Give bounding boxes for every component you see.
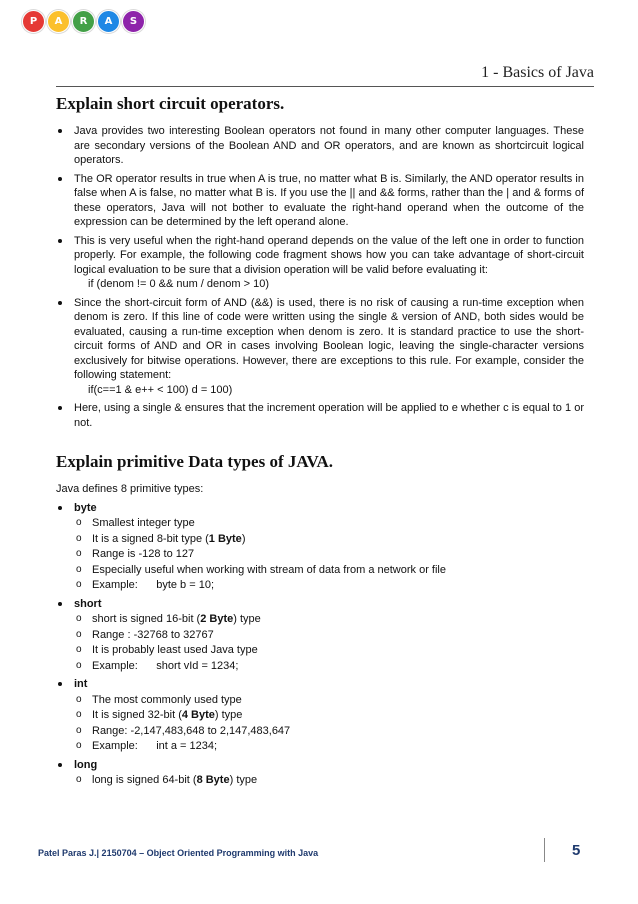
bullet-text: Java provides two interesting Boolean operators not found in many other computer languages. These are secondary versions of the Boolean AND and OR operators, and are known as shortcircuit logical operators. (74, 125, 584, 166)
detail-item (74, 532, 584, 547)
example-code: byte b = 10; (156, 579, 214, 591)
detail-text: ) (241, 532, 246, 545)
type-item-long (56, 758, 584, 788)
type-name: int (74, 678, 88, 690)
footer-author-course: Patel Paras J.| 2150704 – Object Oriented Programming with Java (38, 848, 319, 858)
header-divider (56, 86, 594, 87)
detail-text: Especially useful when working with stream of data from a network or file (92, 563, 446, 576)
bullet-text: Here, using a single & ensures that the increment operation will be applied to e whether c is equal to 1 or not. (74, 402, 584, 429)
section-heading-short-circuit: Explain short circuit operators. (56, 94, 285, 113)
detail-text: It is probably least used Java type (92, 644, 258, 656)
logo-badge: A (97, 10, 120, 33)
bullet-text: Since the short-circuit form of AND (&&) is used, there is no risk of causing a run-time exception when denom is zero. If this line of code were written using the single & version of AND, both sides would be evaluated, causing a run-time exception when denom is zero. It is standard practice to use the short-circuit forms of AND and OR in cases involving Boolean logic, leaving the single-character versions exclusively for bitwise operations. However, there are exceptions to this rule. For example, consider the following statement: (74, 296, 584, 381)
detail-text: long is signed 64-bit ( (92, 774, 197, 786)
detail-item (74, 516, 584, 531)
type-details (74, 516, 584, 593)
byte-size: 2 Byte (200, 613, 234, 625)
detail-text: Range : -32768 to 32767 (92, 628, 214, 641)
bullet-item (56, 124, 584, 168)
detail-text: It is a signed 8-bit type ( (92, 532, 209, 545)
bullet-item (56, 296, 584, 398)
bullet-item (56, 401, 584, 430)
footer-divider (544, 838, 545, 862)
type-details (74, 773, 584, 788)
byte-size: 4 Byte (181, 709, 215, 721)
detail-text: ) type (214, 709, 243, 721)
detail-item (74, 563, 584, 578)
detail-text: ) type (229, 774, 258, 786)
logo-badge: A (47, 10, 70, 33)
detail-item (74, 659, 584, 674)
type-item-int (56, 677, 584, 754)
example-label: Example: (92, 579, 138, 591)
detail-item (74, 628, 584, 643)
detail-text: Range: -2,147,483,648 to 2,147,483,647 (92, 724, 291, 737)
detail-text: Range is -128 to 127 (92, 548, 195, 560)
bullet-item (56, 234, 584, 292)
page-content (56, 94, 584, 792)
detail-item (74, 612, 584, 627)
byte-size: 1 Byte (208, 532, 242, 545)
chapter-title: 1 - Basics of Java (481, 64, 594, 81)
data-types-intro: Java defines 8 primitive types: (56, 483, 204, 495)
logo-badge: P (22, 10, 45, 33)
type-name: long (74, 758, 98, 771)
byte-size: 8 Byte (196, 774, 230, 786)
detail-text: Smallest integer type (92, 517, 195, 529)
type-details (74, 693, 584, 754)
data-types-list (56, 501, 584, 788)
paras-logo (22, 10, 147, 33)
detail-item (74, 578, 584, 593)
detail-text: ) type (233, 613, 261, 625)
page-number: 5 (572, 842, 581, 859)
detail-text: short is signed 16-bit ( (92, 613, 201, 625)
type-item-short (56, 597, 584, 674)
bullet-item (56, 172, 584, 230)
type-name: byte (74, 501, 97, 514)
bullet-text: This is very useful when the right-hand operand depends on the value of the left one in order to function properly. For example, the following code fragment shows how you can take advantage of short-circuit logical evaluation to be sure that a division operation will be valid before evaluating it: (74, 234, 584, 276)
bullet-text: The OR operator results in true when A is true, no matter what B is. Similarly, the AND operator results in false when A is false, no matter what B is. If you use the || and && forms, rather than the | and & forms of these operators, Java will not bother to evaluate the right-hand operand when the outcome of the expression can be determined by the left operand alone. (74, 172, 584, 228)
type-name: short (74, 597, 102, 610)
example-code: short vId = 1234; (156, 659, 239, 672)
detail-item (74, 643, 584, 658)
example-code: int a = 1234; (156, 740, 218, 752)
detail-item (74, 708, 584, 723)
short-circuit-bullet-list (56, 124, 584, 430)
type-item-byte (56, 501, 584, 593)
detail-item (74, 773, 584, 788)
detail-item (74, 739, 584, 754)
detail-text: It is signed 32-bit ( (92, 709, 182, 721)
example-label: Example: (92, 659, 138, 672)
code-example: if(c==1 & e++ < 100) d = 100) (88, 383, 233, 396)
detail-item (74, 693, 584, 708)
type-details (74, 612, 584, 673)
section-heading-data-types: Explain primitive Data types of JAVA. (56, 452, 334, 471)
logo-badge: S (122, 10, 145, 33)
detail-item (74, 724, 584, 739)
code-example: if (denom != 0 && num / denom > 10) (88, 278, 269, 290)
logo-badge: R (72, 10, 95, 33)
detail-item (74, 547, 584, 562)
example-label: Example: (92, 740, 138, 752)
detail-text: The most commonly used type (92, 693, 242, 706)
